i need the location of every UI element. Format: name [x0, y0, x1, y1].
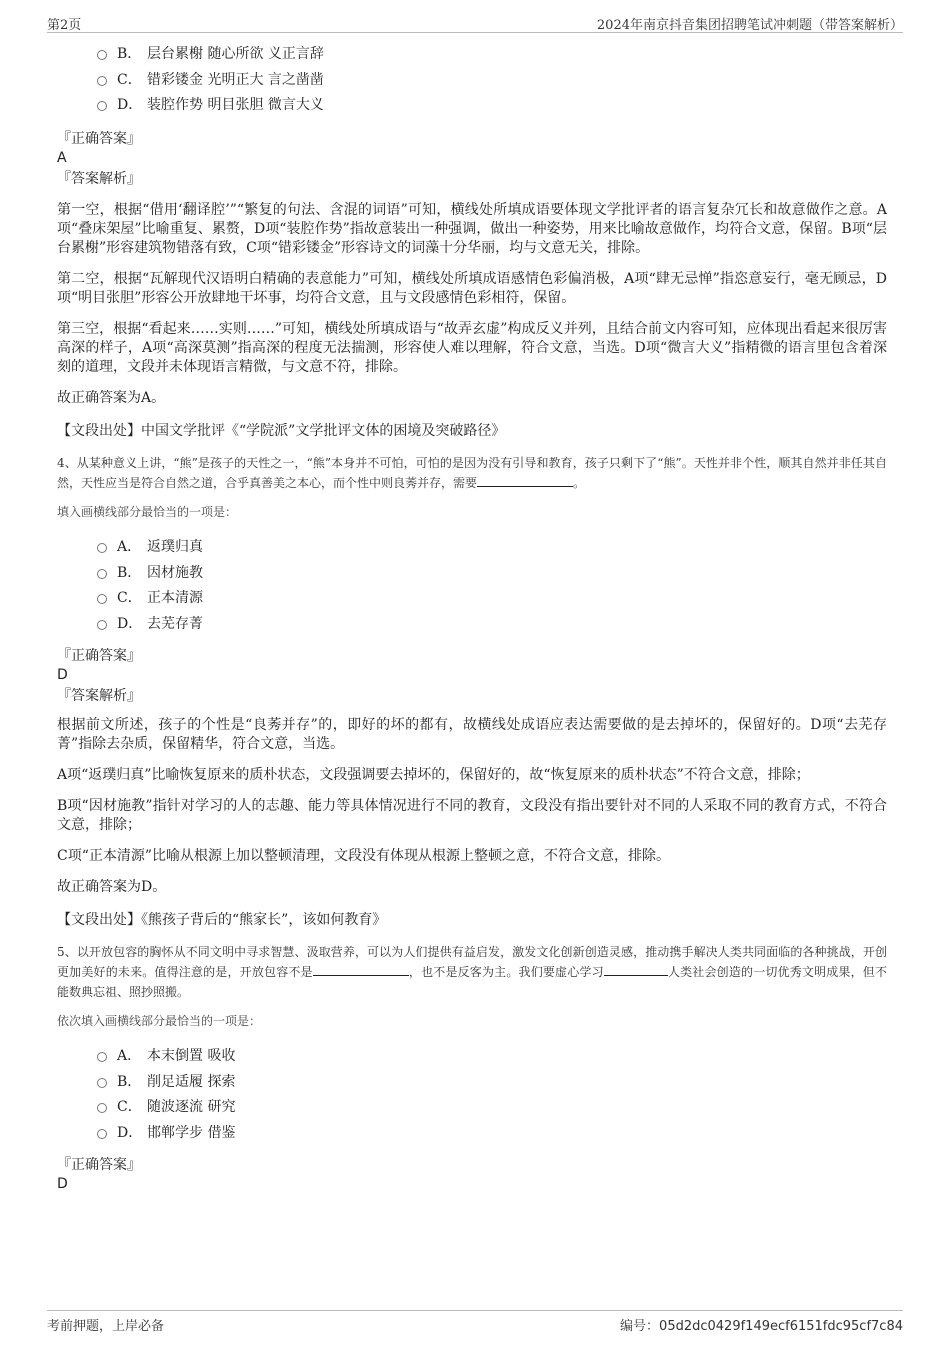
radio-icon[interactable] — [97, 1129, 107, 1139]
q3-answer: A — [57, 150, 67, 167]
q4-stem: 4、从某种意义上讲，“熊”是孩子的天性之一，“熊”本身并不可怕，可怕的是因为没有引导和教育，孩子只剩下了“熊”。天性并非个性，顺其自然并非任其自然，天性应当是符合自然之道，合乎真善美之本心，而个性中则良莠并存，需要 。 — [57, 456, 887, 491]
q4-analysis-para: C项“正本清源”比喻从根源上加以整顿清理，文段没有体现从根源上整顿之意，不符合文意，排除。 — [57, 847, 671, 864]
q5-prompt: 依次填入画横线部分最恰当的一项是： — [57, 1013, 262, 1028]
q3-option-c[interactable]: C． 错彩镂金 光明正大 言之凿凿 — [97, 68, 887, 94]
q3-option-b[interactable]: B． 层台累榭 随心所欲 义正言辞 — [97, 42, 887, 68]
q3-analysis-para: 第二空，根据“瓦解现代汉语明白精确的表意能力”可知，横线处所填成语感情色彩偏消极，A项“肆无忌惮”指恣意妄行，毫无顾忌，D项“明目张胆”形容公开放肆地干坏事，均符合文意，且与文段感情色彩相符，保留。 — [57, 271, 887, 307]
q5-option-c[interactable]: C． 随波逐流 研究 — [97, 1095, 887, 1121]
radio-icon[interactable] — [97, 1103, 107, 1113]
page-footer — [47, 1310, 903, 1339]
q4-source: 【文段出处】《熊孩子背后的“熊家长”，该如何教育》 — [57, 911, 387, 928]
q3-analysis-para: 第三空，根据“看起来……实则……”可知，横线处所填成语与“故弄玄虚”构成反义并列，且结合前文内容可知，应体现出看起来很厉害高深的样子，A项“高深莫测”指高深的程度无法揣测，形容使人难以理解，符合文意，当选。D项“微言大义”指精微的语言里包含着深刻的道理，文段并未体现语言精微，与文意不符，排除。 — [57, 321, 887, 376]
q4-prompt: 填入画横线部分最恰当的一项是： — [57, 505, 238, 520]
q3-answer-tag: 『正确答案』 — [57, 131, 141, 148]
radio-icon[interactable] — [97, 101, 107, 111]
q4-analysis-para: A项“返璞归真”比喻恢复原来的质朴状态，文段强调要去掉坏的，保留好的，故“恢复原来的质朴状态”不符合文意，排除； — [57, 766, 810, 783]
q5-stem: 5、以开放包容的胸怀从不同文明中寻求智慧、汲取营养，可以为人们提供有益启发，激发文化创新创造灵感，推动携手解决人类共同面临的各种挑战，开创更加美好的未来。值得注意的是，开放包容不是 ，也不是反客为主。我们要虚心学习 人类社会创造的一切优秀文明成果，但不能数典忘祖、照抄照搬。 — [57, 944, 887, 999]
radio-icon[interactable] — [97, 76, 107, 86]
q4-analysis-para: 根据前文所述，孩子的个性是“良莠并存”的，即好的坏的都有，故横线处成语应表达需要做的是去掉坏的，保留好的。D项“去芜存菁”指除去杂质，保留精华，符合文意，当选。 — [57, 716, 887, 752]
q3-option-d[interactable]: D． 装腔作势 明目张胆 微言大义 — [97, 93, 887, 119]
q3-conclusion: 故正确答案为A。 — [57, 390, 166, 407]
page-header — [47, 10, 903, 33]
q3-analysis-tag: 『答案解析』 — [57, 171, 141, 188]
q5-option-b[interactable]: B． 削足适履 探索 — [97, 1070, 887, 1096]
q4-option-d[interactable]: D． 去芜存菁 — [97, 612, 887, 638]
q3-source: 【文段出处】中国文学批评《“学院派”文学批评文体的困境及突破路径》 — [57, 423, 506, 440]
q5-option-a[interactable]: A． 本末倒置 吸收 — [97, 1044, 887, 1070]
footer-slogan: 考前押题，上岸必备 — [47, 1319, 165, 1334]
q5-answer-tag: 『正确答案』 — [57, 1156, 141, 1173]
q3-analysis-para: 第一空，根据“借用‘翻译腔’”“繁复的句法、含混的词语”可知，横线处所填成语要体现文学批评者的语言复杂冗长和故意做作之意。A项“叠床架屋”比喻重复、累赘，D项“装腔作势”指故意装出一种强调，做出一种姿势，用来比喻故意做作，均符合文意，保留。B项“层台累榭”形容建筑物错落有致，C项“错彩镂金”形容诗文的词藻十分华丽，均与文意无关，排除。 — [57, 202, 887, 257]
answer-blank — [313, 962, 409, 976]
document-title: 2024年南京抖音集团招聘笔试冲刺题（带答案解析） — [596, 18, 903, 33]
answer-blank — [604, 962, 668, 976]
q4-option-a[interactable]: A． 返璞归真 — [97, 535, 887, 561]
q4-conclusion: 故正确答案为D。 — [57, 878, 167, 895]
page-number: 第2页 — [47, 18, 82, 33]
radio-icon[interactable] — [97, 1078, 107, 1088]
q5-options — [97, 1044, 887, 1147]
q4-answer: D — [57, 666, 68, 683]
q4-analysis-para: B项“因材施教”指针对学习的人的志趣、能力等具体情况进行不同的教育，文段没有指出要针对不同的人采取不同的教育方式，不符合文意，排除； — [57, 797, 887, 833]
q5-answer: D — [57, 1175, 68, 1192]
radio-icon[interactable] — [97, 50, 107, 60]
radio-icon[interactable] — [97, 543, 107, 553]
radio-icon[interactable] — [97, 594, 107, 604]
radio-icon[interactable] — [97, 620, 107, 630]
document-code: 编号：05d2dc0429f149ecf6151fdc95cf7c84 — [620, 1319, 903, 1334]
radio-icon[interactable] — [97, 569, 107, 579]
q3-options — [97, 42, 887, 119]
radio-icon[interactable] — [97, 1052, 107, 1062]
q4-option-b[interactable]: B． 因材施教 — [97, 561, 887, 587]
q4-analysis-tag: 『答案解析』 — [57, 687, 141, 704]
answer-blank — [477, 473, 573, 487]
q5-option-d[interactable]: D． 邯郸学步 借鉴 — [97, 1121, 887, 1147]
q4-option-c[interactable]: C． 正本清源 — [97, 586, 887, 612]
q4-answer-tag: 『正确答案』 — [57, 647, 141, 664]
page-content — [57, 40, 887, 1193]
q4-options — [97, 535, 887, 638]
